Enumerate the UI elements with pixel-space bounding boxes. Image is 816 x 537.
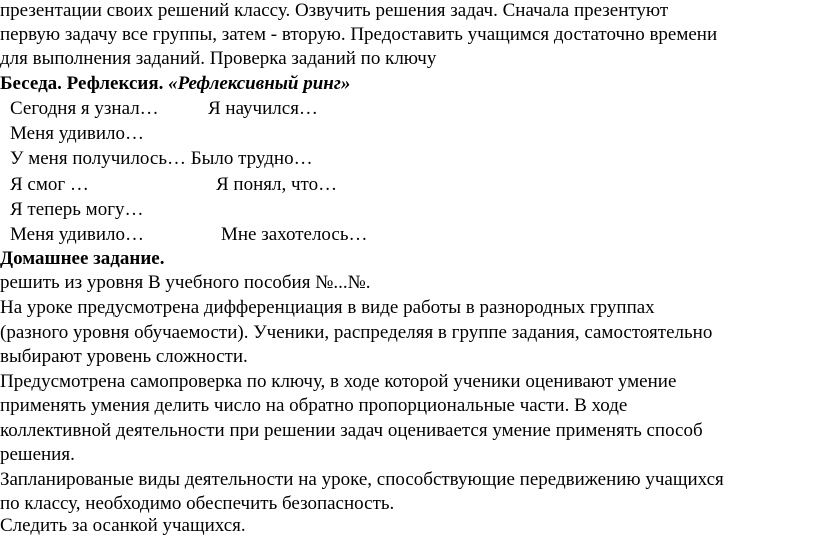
- reflection-heading-bold: Беседа. Рефлексия.: [0, 73, 164, 94]
- intro-line: первую задачу все группы, затем - вторую. Предоставить учащимся достаточно времени: [0, 24, 718, 45]
- reflection-heading: [0, 73, 350, 95]
- body-line: На уроке предусмотрена дифференциация в виде работы в разнородных группах: [0, 297, 655, 318]
- body-line: Предусмотрена самопроверка по ключу, в ходе которой ученики оценивают умение: [0, 371, 677, 392]
- body-line: Запланированые виды деятельности на уроке, способствующие передвижению учащихся: [0, 469, 724, 490]
- reflection-item: Меня удивило…: [10, 224, 144, 245]
- reflection-item: Меня удивило…: [10, 123, 144, 144]
- homework-text: решить из уровня В учебного пособия №...№.: [0, 272, 371, 293]
- body-line: коллективной деятельности при решении задач оценивается умение применять способ: [0, 420, 703, 441]
- reflection-item: Я теперь могу…: [10, 199, 144, 220]
- intro-line: презентации своих решений классу. Озвучить решения задач. Сначала презентуют: [0, 0, 669, 21]
- body-line: применять умения делить число на обратно пропорциональные части. В ходе: [0, 395, 628, 416]
- body-line: решения.: [0, 444, 75, 465]
- reflection-item: Мне захотелось…: [221, 224, 368, 245]
- reflection-heading-italic: «Рефлексивный ринг»: [168, 73, 351, 94]
- reflection-item: Сегодня я узнал…: [10, 98, 159, 119]
- reflection-item: У меня получилось… Было трудно…: [10, 148, 313, 169]
- reflection-item: Я понял, что…: [216, 174, 338, 195]
- reflection-item: Я смог …: [10, 174, 89, 195]
- homework-heading: Домашнее задание.: [0, 248, 165, 269]
- body-line: по классу, необходимо обеспечить безопасность.: [0, 493, 395, 514]
- body-line: выбирают уровень сложности.: [0, 346, 248, 367]
- body-line: (разного уровня обучаемости). Ученики, распределяя в группе задания, самостоятельно: [0, 322, 713, 343]
- intro-line: для выполнения заданий. Проверка заданий по ключу: [0, 48, 437, 69]
- reflection-item: Я научился…: [208, 98, 318, 119]
- body-line: Следить за осанкой учащихся.: [0, 515, 246, 536]
